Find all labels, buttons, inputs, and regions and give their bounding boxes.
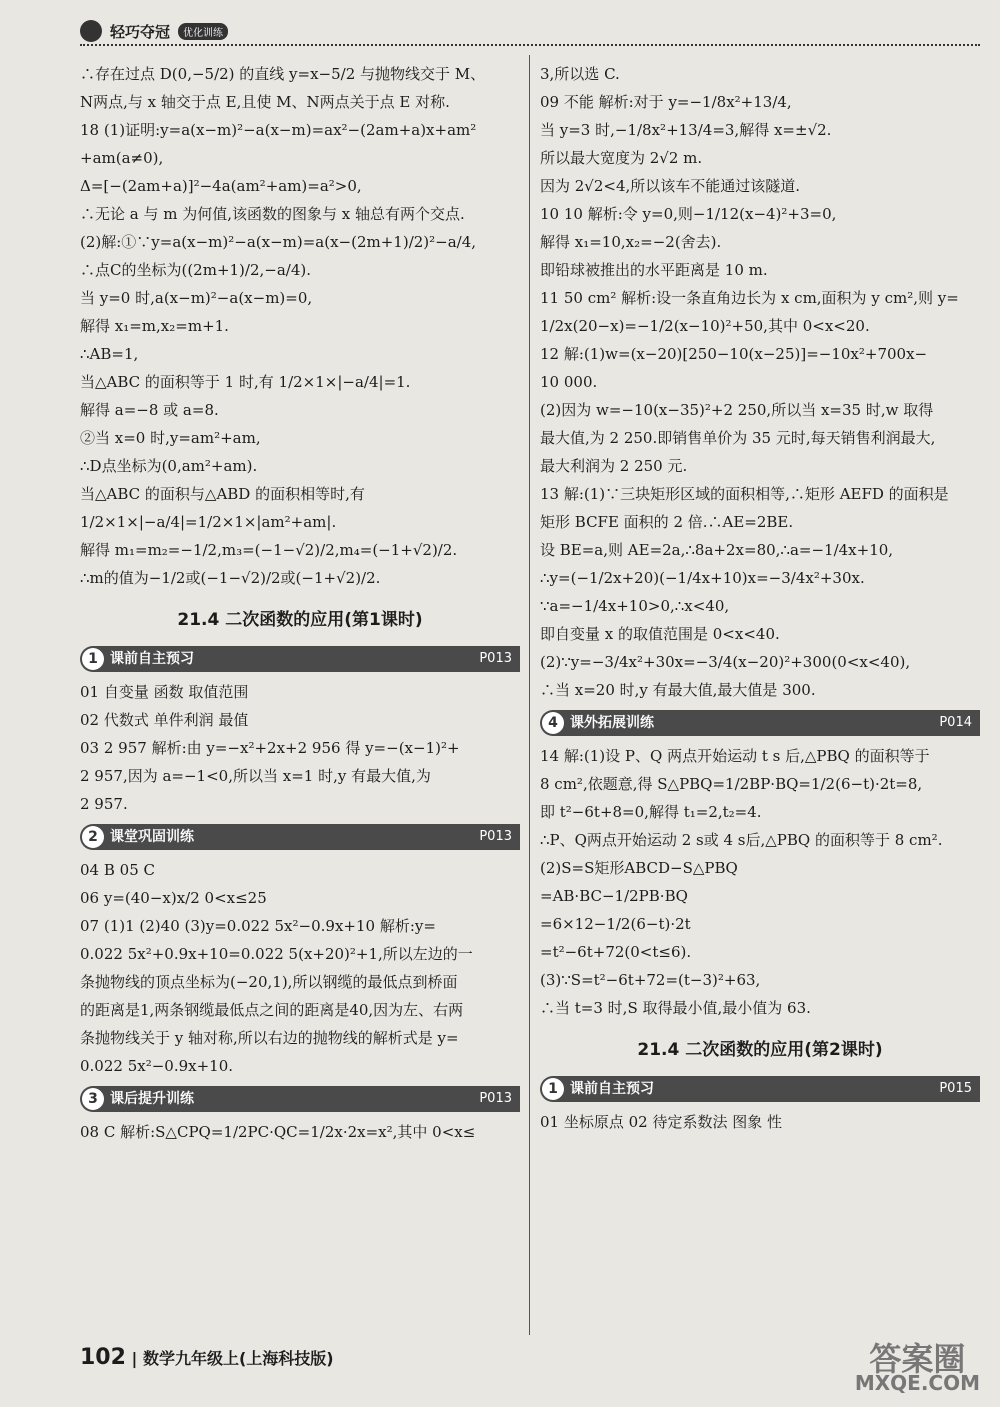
watermark-url: MXQE.COM: [854, 1371, 980, 1395]
page-number: 102: [80, 1345, 126, 1370]
answer-line: 因为 2√2<4,所以该车不能通过该隧道.: [540, 177, 801, 195]
answer-line: 09 不能 解析:对于 y=−1/8x²+13/4,: [540, 93, 792, 111]
answer-line: ∴点C的坐标为((2m+1)/2,−a/4).: [80, 261, 312, 279]
answer-line: 2 957,因为 a=−1<0,所以当 x=1 时,y 有最大值,为: [80, 767, 431, 785]
answer-line: 解得 x₁=m,x₂=m+1.: [80, 317, 229, 335]
answer-line: 设 BE=a,则 AE=2a,∴8a+2x=80,∴a=−1/4x+10,: [540, 541, 894, 559]
answer-line: 解得 a=−8 或 a=8.: [80, 401, 219, 419]
section-bar-page: P015: [939, 1081, 972, 1096]
answer-line: 1/2×1×|−a/4|=1/2×1×|am²+am|.: [80, 513, 337, 531]
right-answers-part2: [540, 742, 980, 1022]
answer-line: 最大利润为 2 250 元.: [540, 457, 688, 475]
answer-line: 01 坐标原点 02 待定系数法 图象 性: [540, 1113, 783, 1131]
answer-line: ∴当 x=20 时,y 有最大值,最大值是 300.: [540, 681, 816, 699]
section-bar-page: P013: [479, 651, 512, 666]
answer-line: 0.022 5x²−0.9x+10.: [80, 1057, 234, 1075]
section-bar-label: 课堂巩固训练: [110, 829, 194, 845]
section-bar-page: P013: [479, 829, 512, 844]
watermark-logo-text: 答案圈: [869, 1340, 966, 1378]
answer-line: +am(a≠0),: [80, 149, 164, 167]
answer-line: (2)因为 w=−10(x−35)²+2 250,所以当 x=35 时,w 取得: [540, 401, 934, 419]
answer-line: 当 y=3 时,−1/8x²+13/4=3,解得 x=±√2.: [540, 121, 832, 139]
answer-line: ∴D点坐标为(0,am²+am).: [80, 457, 258, 475]
answer-line: =t²−6t+72(0<t≤6).: [540, 943, 692, 961]
section-bar-label: 课后提升训练: [110, 1091, 194, 1107]
answer-line: 的距离是1,两条钢缆最低点之间的距离是40,因为左、右两: [80, 1001, 464, 1019]
left-column: [80, 60, 520, 1146]
answer-line: 条抛物线的顶点坐标为(−20,1),所以钢缆的最低点到桥面: [80, 973, 458, 991]
section-number-badge: 4: [542, 712, 564, 734]
watermark: [854, 1340, 980, 1395]
answer-line: 解得 x₁=10,x₂=−2(舍去).: [540, 233, 722, 251]
section-bar-label: 课前自主预习: [110, 651, 194, 667]
answer-line: ∴m的值为−1/2或(−1−√2)/2或(−1+√2)/2.: [80, 569, 381, 587]
answer-line: ∵a=−1/4x+10>0,∴x<40,: [540, 597, 730, 615]
answer-line: ②当 x=0 时,y=am²+am,: [80, 429, 261, 447]
answer-line: 03 2 957 解析:由 y=−x²+2x+2 956 得 y=−(x−1)²+: [80, 739, 460, 757]
answer-line: 最大值,为 2 250.即销售单价为 35 元时,每天销售利润最大,: [540, 429, 936, 447]
answer-line: (2)解:①∵y=a(x−m)²−a(x−m)=a(x−(2m+1)/2)²−a/4,: [80, 233, 477, 251]
answer-line: 0.022 5x²+0.9x+10=0.022 5(x+20)²+1,所以左边的一: [80, 945, 473, 963]
answer-line: ∴AB=1,: [80, 345, 139, 363]
answer-line: 04 B 05 C: [80, 861, 155, 879]
answer-line: 01 自变量 函数 取值范围: [80, 683, 249, 701]
answer-line: ∴当 t=3 时,S 取得最小值,最小值为 63.: [540, 999, 811, 1017]
section-bar-preview-2: [540, 1076, 980, 1102]
answer-line: ∴P、Q两点开始运动 2 s或 4 s后,△PBQ 的面积等于 8 cm².: [540, 831, 943, 849]
answer-line: 10 000.: [540, 373, 598, 391]
answer-line: 06 y=(40−x)x/2 0<x≤25: [80, 889, 267, 907]
right-answers-part1: [540, 60, 980, 704]
book-title: 数学九年级上(上海科技版): [142, 1349, 334, 1368]
answer-line: 18 (1)证明:y=a(x−m)²−a(x−m)=ax²−(2am+a)x+am²: [80, 121, 477, 139]
right-answers-part3: [540, 1108, 980, 1136]
answer-line: 当△ABC 的面积与△ABD 的面积相等时,有: [80, 485, 365, 503]
answer-line: ∴y=(−1/2x+20)(−1/4x+10)x=−3/4x²+30x.: [540, 569, 865, 587]
answer-line: ∴无论 a 与 m 为何值,该函数的图象与 x 轴总有两个交点.: [80, 205, 465, 223]
answer-line: 8 cm²,依题意,得 S△PBQ=1/2BP·BQ=1/2(6−t)·2t=8,: [540, 775, 923, 793]
answer-line: 14 解:(1)设 P、Q 两点开始运动 t s 后,△PBQ 的面积等于: [540, 747, 930, 765]
answer-line: 11 50 cm² 解析:设一条直角边长为 x cm,面积为 y cm²,则 y=: [540, 289, 959, 307]
page-footer: 102 | 数学九年级上(上海科技版): [80, 1345, 334, 1370]
section-number-badge: 1: [542, 1078, 564, 1100]
answer-line: 07 (1)1 (2)40 (3)y=0.022 5x²−0.9x+10 解析:y=: [80, 917, 436, 935]
left-answers-part3: [80, 856, 520, 1080]
section-title-lesson2: 21.4 二次函数的应用(第2课时): [637, 1040, 883, 1060]
section-bar-label: 课前自主预习: [570, 1081, 654, 1097]
answer-line: (2)∵y=−3/4x²+30x=−3/4(x−20)²+300(0<x<40),: [540, 653, 911, 671]
answer-line: 08 C 解析:S△CPQ=1/2PC·QC=1/2x·2x=x²,其中 0<x≤: [80, 1123, 476, 1141]
section-bar-label: 课外拓展训练: [570, 715, 654, 731]
answer-line: 矩形 BCFE 面积的 2 倍.∴AE=2BE.: [540, 513, 794, 531]
answer-line: 条抛物线关于 y 轴对称,所以右边的抛物线的解析式是 y=: [80, 1029, 459, 1047]
left-answers-part1: [80, 60, 520, 592]
right-column: [540, 60, 980, 1136]
answer-line: 当△ABC 的面积等于 1 时,有 1/2×1×|−a/4|=1.: [80, 373, 411, 391]
answer-line: (3)∵S=t²−6t+72=(t−3)²+63,: [540, 971, 761, 989]
answer-line: 所以最大宽度为 2√2 m.: [540, 149, 703, 167]
left-answers-part2: [80, 678, 520, 818]
answer-line: 12 解:(1)w=(x−20)[250−10(x−25)]=−10x²+700x−: [540, 345, 928, 363]
section-number-badge: 1: [82, 648, 104, 670]
answer-line: 即 t²−6t+8=0,解得 t₁=2,t₂=4.: [540, 803, 762, 821]
answer-line: 即铅球被推出的水平距离是 10 m.: [540, 261, 768, 279]
answer-line: 2 957.: [80, 795, 128, 813]
section-number-badge: 3: [82, 1088, 104, 1110]
answer-line: 即自变量 x 的取值范围是 0<x<40.: [540, 625, 780, 643]
answer-line: Δ=[−(2am+a)]²−4a(am²+am)=a²>0,: [80, 177, 362, 195]
page-header: [80, 18, 980, 46]
section-title-lesson1: 21.4 二次函数的应用(第1课时): [177, 610, 423, 630]
answer-line: 3,所以选 C.: [540, 65, 620, 83]
answer-line: 当 y=0 时,a(x−m)²−a(x−m)=0,: [80, 289, 313, 307]
answer-line: 13 解:(1)∵三块矩形区域的面积相等,∴矩形 AEFD 的面积是: [540, 485, 949, 503]
section-bar-after-class: [80, 1086, 520, 1112]
section-bar-extension: [540, 710, 980, 736]
section-bar-preview: [80, 646, 520, 672]
left-answers-part4: [80, 1118, 520, 1146]
series-badge: 优化训练: [178, 23, 228, 40]
answer-line: ∴存在过点 D(0,−5/2) 的直线 y=x−5/2 与抛物线交于 M、: [80, 65, 486, 83]
section-bar-classroom: [80, 824, 520, 850]
answer-line: =AB·BC−1/2PB·BQ: [540, 887, 688, 905]
section-number-badge: 2: [82, 826, 104, 848]
answer-line: (2)S=S矩形ABCD−S△PBQ: [540, 859, 738, 877]
column-divider: [529, 55, 530, 1335]
answer-line: N两点,与 x 轴交于点 E,且使 M、N两点关于点 E 对称.: [80, 93, 450, 111]
answer-line: 1/2x(20−x)=−1/2(x−10)²+50,其中 0<x<20.: [540, 317, 870, 335]
section-bar-page: P014: [939, 715, 972, 730]
answer-line: 10 10 解析:令 y=0,则−1/12(x−4)²+3=0,: [540, 205, 837, 223]
answer-line: =6×12−1/2(6−t)·2t: [540, 915, 691, 933]
answer-line: 解得 m₁=m₂=−1/2,m₃=(−1−√2)/2,m₄=(−1+√2)/2.: [80, 541, 458, 559]
section-bar-page: P013: [479, 1091, 512, 1106]
brand-name: 轻巧夺冠: [110, 22, 171, 41]
answer-line: 02 代数式 单件利润 最值: [80, 711, 249, 729]
logo-icon: [80, 20, 102, 42]
